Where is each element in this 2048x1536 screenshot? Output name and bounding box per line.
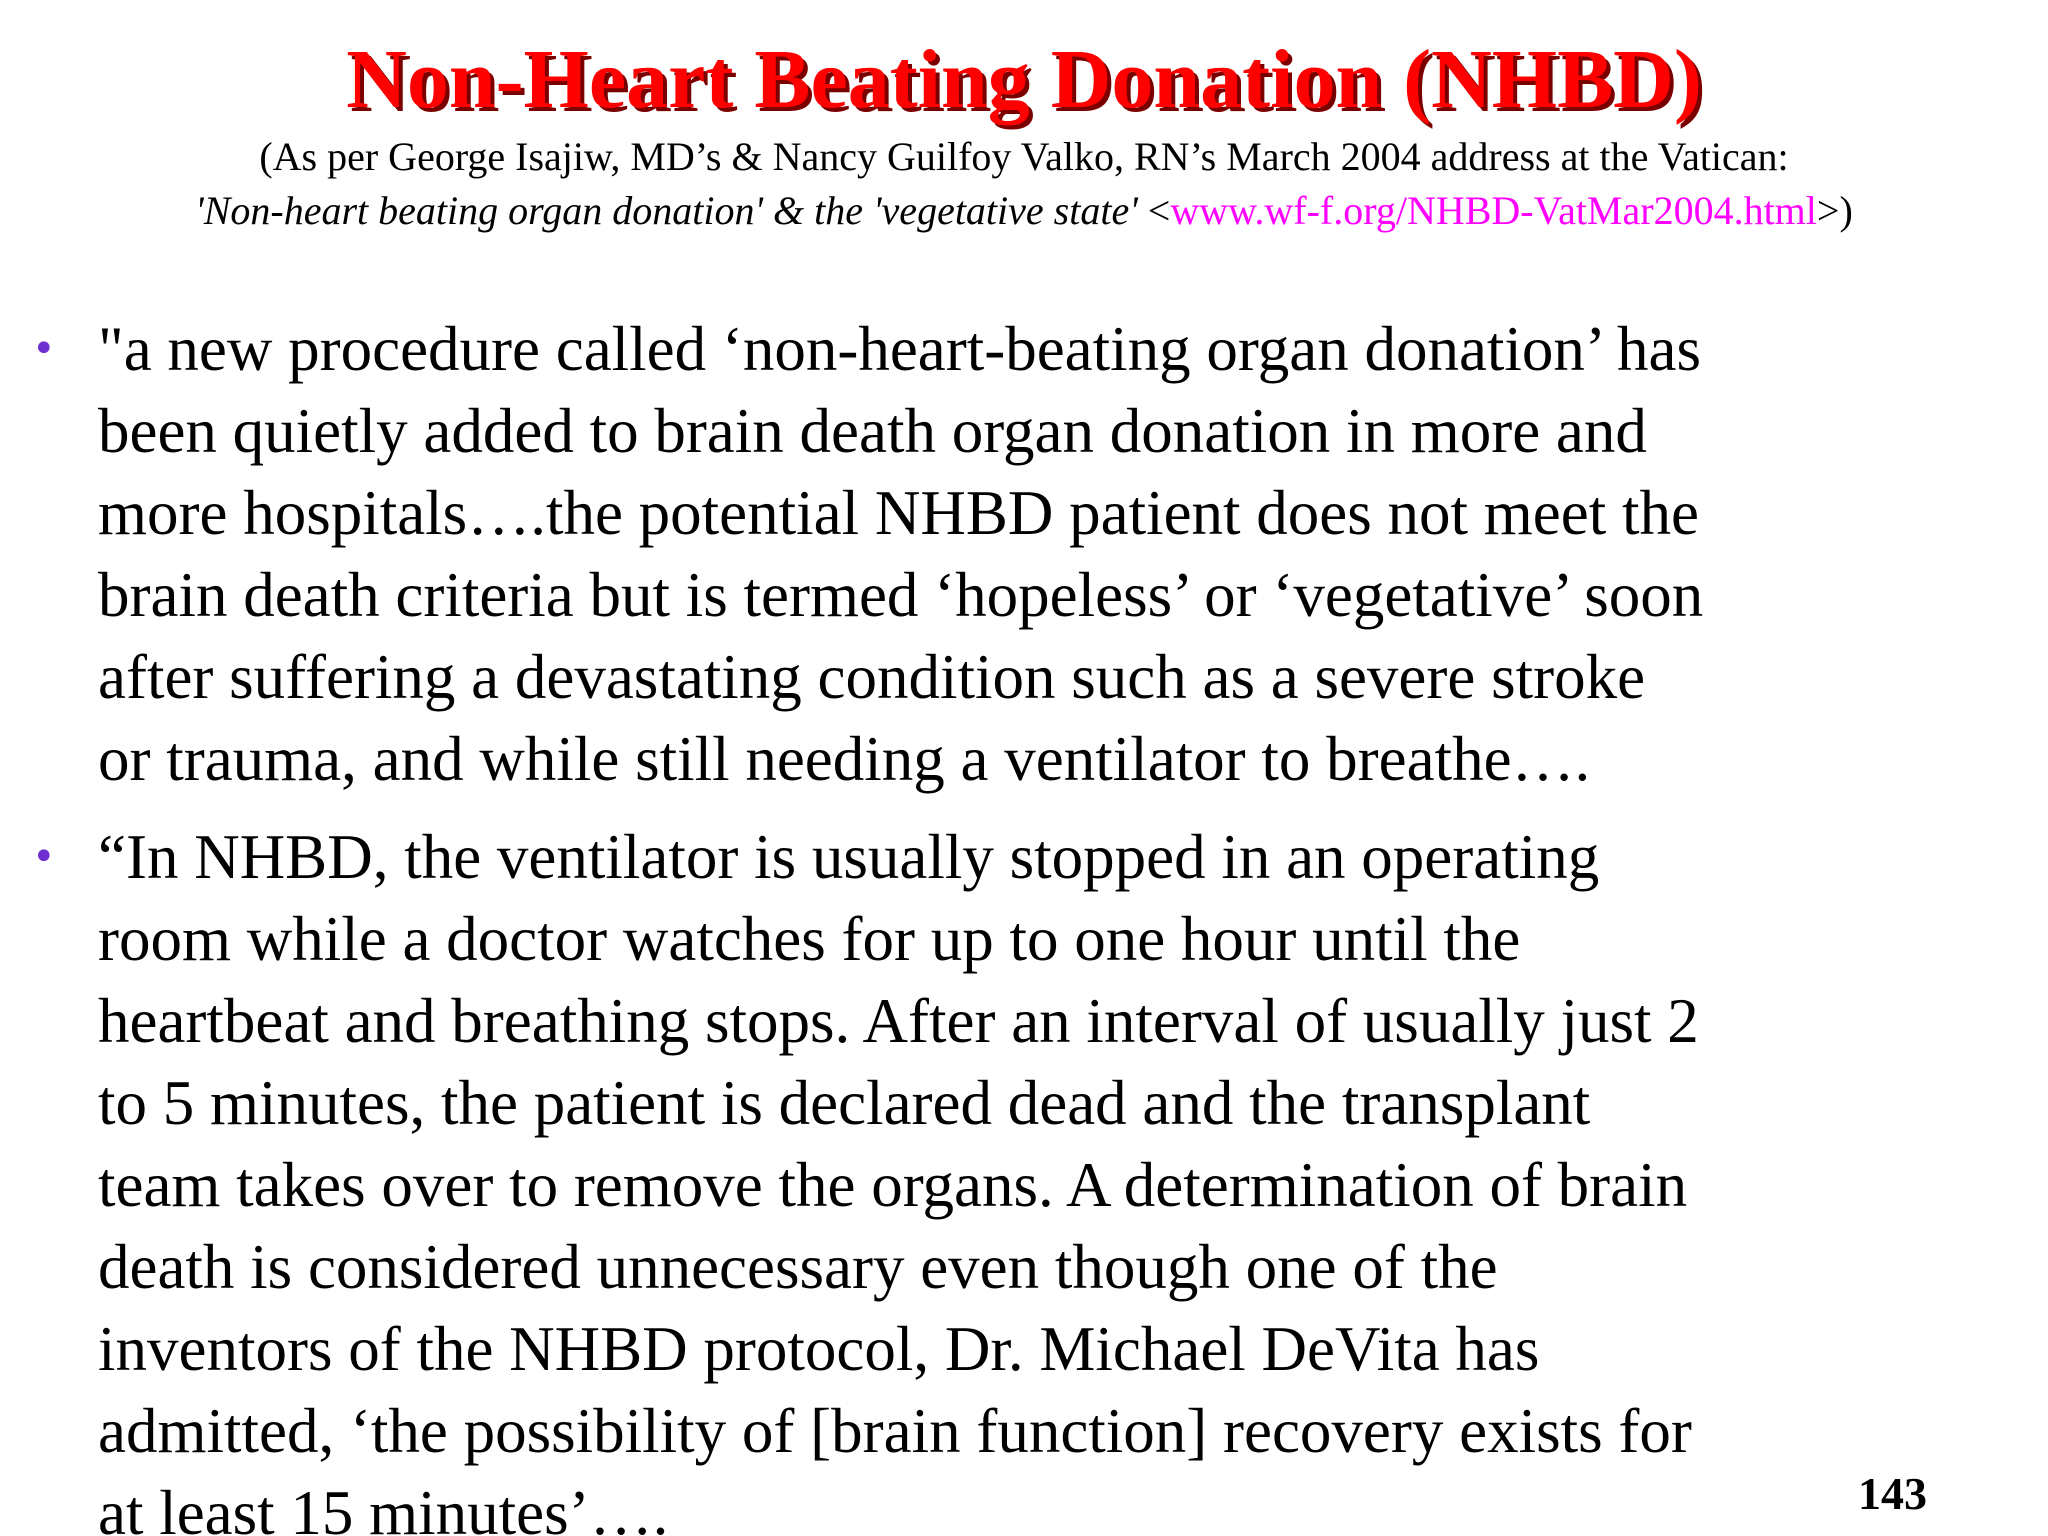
bullet-2-line-7: inventors of the NHBD protocol, Dr. Michael DeVita has	[98, 1314, 1540, 1384]
bullet-2-line-2: room while a doctor watches for up to one hour until the	[98, 904, 1521, 974]
slide-title: Non-Heart Beating Donation (NHBD)	[346, 33, 1702, 126]
bullet-icon: •	[32, 326, 56, 372]
bullet-list	[32, 308, 2038, 1536]
bullet-1-line-1: "a new procedure called ‘non-heart-beating organ donation’ has	[98, 314, 1701, 384]
citation-connector: & the	[763, 188, 873, 233]
source-citation-line-2	[0, 186, 2048, 236]
citation-close-bracket: >)	[1816, 188, 1853, 233]
source-citation-line-1: (As per George Isajiw, MD’s & Nancy Guilfoy Valko, RN’s March 2004 address at the Vatican:	[259, 134, 1789, 179]
bullet-icon: •	[32, 834, 56, 880]
citation-title-nhbd: 'Non-heart beating organ donation'	[195, 188, 764, 233]
bullet-1-line-3: more hospitals….the potential NHBD patient does not meet the	[98, 478, 1699, 548]
citation-open-bracket: <	[1137, 188, 1171, 233]
bullet-item-1	[32, 308, 2038, 800]
citation-title-vegetative: 'vegetative state'	[873, 188, 1138, 233]
bullet-2-line-9: at least 15 minutes’….	[98, 1478, 669, 1536]
bullet-2-line-4: to 5 minutes, the patient is declared dead and the transplant	[98, 1068, 1591, 1138]
bullet-1-line-6: or trauma, and while still needing a ventilator to breathe….	[98, 724, 1591, 794]
bullet-1-line-4: brain death criteria but is termed ‘hopeless’ or ‘vegetative’ soon	[98, 560, 1704, 630]
bullet-1-line-5: after suffering a devastating condition such as a severe stroke	[98, 642, 1646, 712]
bullet-2-line-1: “In NHBD, the ventilator is usually stopped in an operating	[98, 822, 1600, 892]
bullet-2-line-5: team takes over to remove the organs. A determination of brain	[98, 1150, 1688, 1220]
source-url-link[interactable]: www.wf-f.org/NHBD-VatMar2004.html	[1170, 188, 1817, 233]
page-number: 143	[1858, 1468, 1927, 1519]
bullet-2-line-3: heartbeat and breathing stops. After an interval of usually just 2	[98, 986, 1699, 1056]
bullet-item-2	[32, 816, 2038, 1536]
bullet-1-line-2: been quietly added to brain death organ donation in more and	[98, 396, 1647, 466]
bullet-2-line-8: admitted, ‘the possibility of [brain function] recovery exists for	[98, 1396, 1692, 1466]
bullet-2-line-6: death is considered unnecessary even though one of the	[98, 1232, 1498, 1302]
